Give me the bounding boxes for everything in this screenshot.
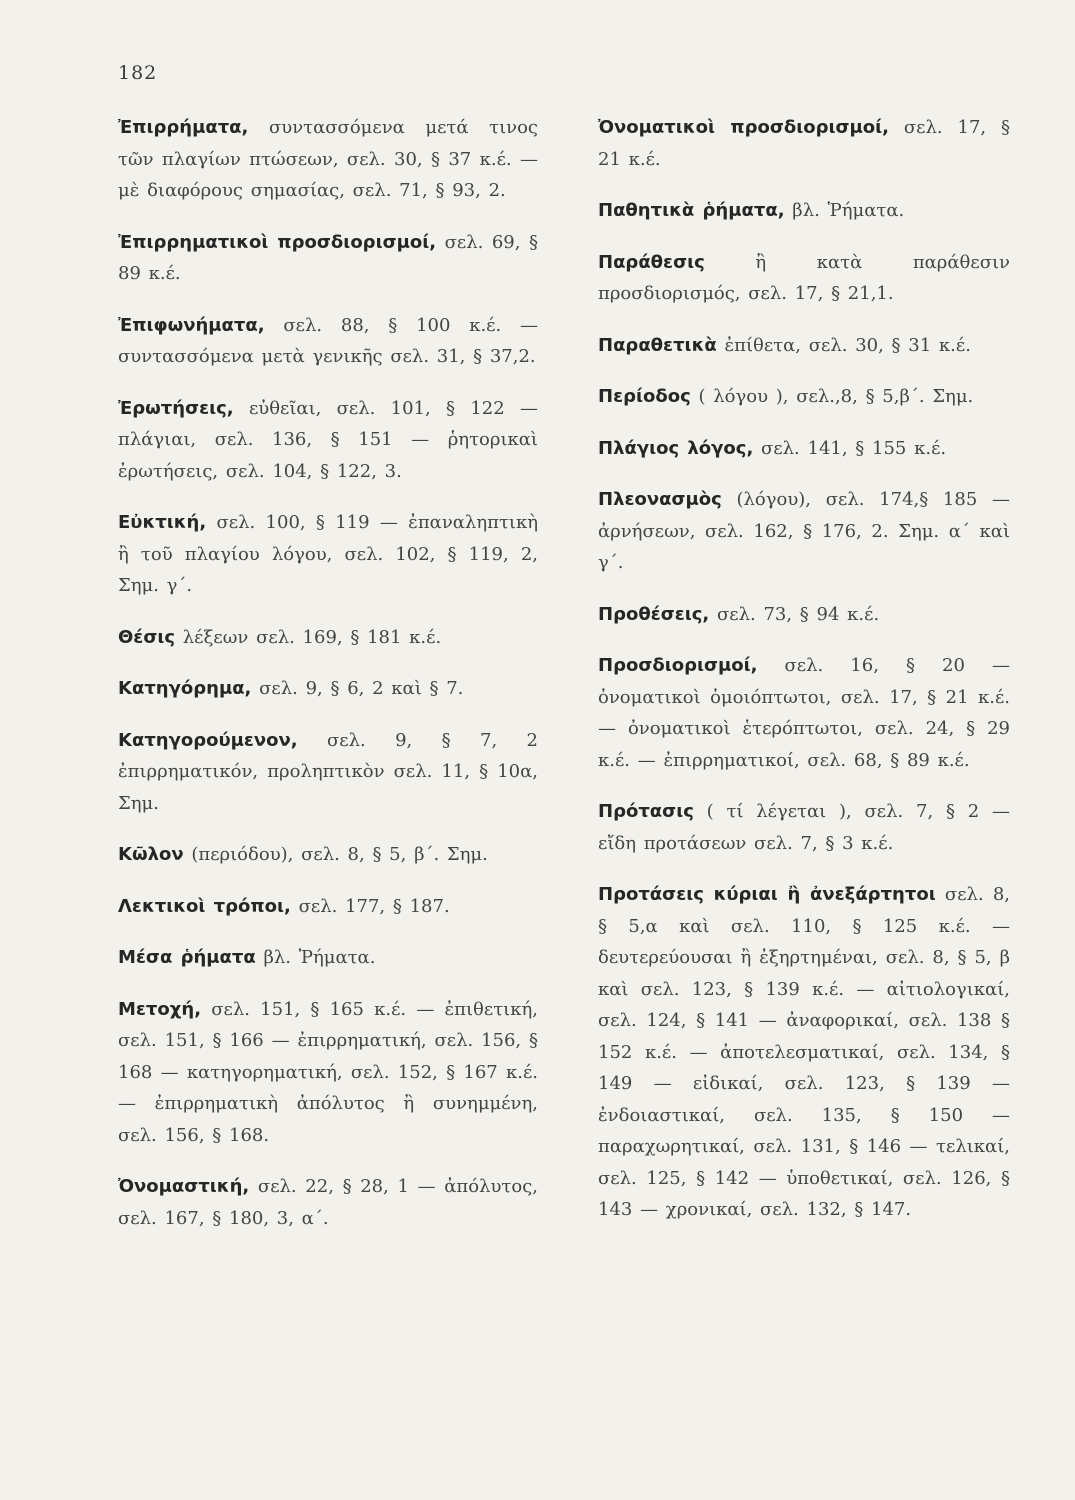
index-entry xyxy=(118,227,538,290)
entry-lemma: Παράθεσις xyxy=(598,251,705,273)
entry-lemma: Μετοχή, xyxy=(118,998,202,1020)
index-entry xyxy=(118,942,538,974)
entry-lemma: Προσδιορισμοί, xyxy=(598,655,758,676)
entry-text: σελ. 69, § 89 κ.έ. xyxy=(118,231,538,284)
index-entry xyxy=(598,247,1010,310)
entry-text: λέξεων σελ. 169, § 181 κ.έ. xyxy=(182,626,442,648)
index-entry xyxy=(118,673,538,705)
entry-text: ἐπίθετα, σελ. 30, § 31 κ.έ. xyxy=(724,334,971,356)
entry-text: σελ. 141, § 155 κ.έ. xyxy=(761,437,947,459)
page-number: 182 xyxy=(118,62,158,84)
entry-lemma: Προθέσεις, xyxy=(598,603,710,625)
entry-text: σελ. 177, § 187. xyxy=(298,895,450,917)
entry-lemma: Περίοδος xyxy=(598,386,691,407)
entry-text: ( τί λέγεται ), σελ. 7, § 2 — εἴδη προτάσεων σελ. 7, § 3 κ.έ. xyxy=(598,801,1010,854)
index-entry xyxy=(598,433,1010,465)
index-entry xyxy=(118,310,538,373)
index-entry xyxy=(118,839,538,871)
index-entry xyxy=(598,650,1010,776)
entry-text: ( λόγου ), σελ.,8, § 5,β΄. Σημ. xyxy=(698,386,974,407)
entry-lemma: Πλάγιος λόγος, xyxy=(598,437,754,459)
entry-lemma: Ἐρωτήσεις, xyxy=(118,397,234,419)
entry-lemma: Πλεονασμὸς xyxy=(598,489,722,510)
index-entry xyxy=(598,879,1010,1226)
entry-text: σελ. 151, § 165 κ.έ. — ἐπιθετική, σελ. 151, § 166 — ἐπιρρηματική, σελ. 156, § 168 — κατηγορηματική, σελ. 152, § 167 κ.έ. — ἐπιρρηματικὴ ἀπόλυτος ἢ συνημμένη, σελ. 156, § 168. xyxy=(118,998,538,1146)
index-entry xyxy=(118,725,538,820)
entry-text: σελ. 100, § 119 — ἐπαναληπτικὴ ἢ τοῦ πλαγίου λόγου, σελ. 102, § 119, 2, Σημ. γ΄. xyxy=(118,512,538,596)
entry-lemma: Παθητικὰ ῥήματα, xyxy=(598,200,785,221)
entry-lemma: Μέσα ῥήματα xyxy=(118,947,256,968)
index-column-left xyxy=(118,112,538,1234)
index-entry xyxy=(598,484,1010,579)
entry-text: ἢ κατὰ παράθεσιν προσδιορισμός, σελ. 17, § 21,1. xyxy=(598,251,1010,304)
index-entry xyxy=(598,381,1010,413)
index-entry xyxy=(598,112,1010,175)
entry-lemma: Εὐκτική, xyxy=(118,512,207,533)
entry-lemma: Πρότασις xyxy=(598,801,694,822)
entry-lemma: Ἐπιφωνήματα, xyxy=(118,314,265,336)
index-entry xyxy=(118,994,538,1152)
index-entry xyxy=(118,507,538,602)
entry-lemma: Παραθετικὰ xyxy=(598,334,717,356)
index-entry xyxy=(598,195,1010,227)
entry-text: (περιόδου), σελ. 8, § 5, β΄. Σημ. xyxy=(191,844,488,865)
index-entry xyxy=(598,796,1010,859)
entry-text: σελ. 9, § 6, 2 καὶ § 7. xyxy=(259,678,464,699)
entry-text: (λόγου), σελ. 174,§ 185 — ἀρνήσεων, σελ. 162, § 176, 2. Σημ. α΄ καὶ γ΄. xyxy=(598,489,1010,573)
entry-lemma: Ὀνομαστική, xyxy=(118,1176,250,1197)
entry-text: συντασσόμενα μετά τινος τῶν πλαγίων πτώσεων, σελ. 30, § 37 κ.έ. — μὲ διαφόρους σημασίας, σελ. 71, § 93, 2. xyxy=(118,117,538,201)
entry-text: σελ. 16, § 20 — ὀνοματικοὶ ὁμοιόπτωτοι, σελ. 17, § 21 κ.έ. — ὀνοματικοὶ ἑτερόπτωτοι, σελ. 24, § 29 κ.έ. — ἐπιρρηματικοί, σελ. 68, § 89 κ.έ. xyxy=(598,655,1010,771)
entry-lemma: Ὀνοματικοὶ προσδιορισμοί, xyxy=(598,117,890,138)
entry-text: σελ. 8, § 5,α καὶ σελ. 110, § 125 κ.έ. — δευτερεύουσαι ἢ ἐξηρτημέναι, σελ. 8, § 5, β καὶ σελ. 123, § 139 κ.έ. — αἰτιολογικαί, σελ. 124, § 141 — ἀναφορικαί, σελ. 138 § 152 κ.έ. — ἀποτελεσματικαί, σελ. 134, § 149 — εἰδικαί, σελ. 123, § 139 — ἐνδοιαστικαί, σελ. 135, § 150 — παραχωρητικαί, σελ. 131, § 146 — τελικαί, σελ. 125, § 142 — ὑποθετικαί, σελ. 126, § 143 — χρονικαί, σελ. 132, § 147. xyxy=(598,884,1010,1220)
index-entry xyxy=(118,1171,538,1234)
entry-lemma: Θέσις xyxy=(118,626,176,648)
entry-text: βλ. Ῥήματα. xyxy=(263,947,376,968)
entry-text: σελ. 22, § 28, 1 — ἀπόλυτος, σελ. 167, § 180, 3, α΄. xyxy=(118,1176,538,1229)
index-entry xyxy=(118,622,538,654)
index-entry xyxy=(598,330,1010,362)
entry-text: σελ. 9, § 7, 2 ἐπιρρηματικόν, προληπτικὸν σελ. 11, § 10α, Σημ. xyxy=(118,729,538,814)
entry-text: σελ. 88, § 100 κ.έ. — συντασσόμενα μετὰ γενικῆς σελ. 31, § 37,2. xyxy=(118,314,538,367)
entry-lemma: Λεκτικοὶ τρόποι, xyxy=(118,895,291,917)
entry-lemma: Προτάσεις κύριαι ἢ ἀνεξάρτητοι xyxy=(598,884,936,905)
index-entry xyxy=(118,891,538,923)
entry-text: σελ. 73, § 94 κ.έ. xyxy=(717,603,880,625)
entry-text: βλ. Ῥήματα. xyxy=(792,200,905,221)
entry-text: σελ. 17, § 21 κ.έ. xyxy=(598,117,1010,170)
entry-lemma: Κατηγόρημα, xyxy=(118,678,252,699)
entry-lemma: Ἐπιρρηματικοὶ προσδιορισμοί, xyxy=(118,231,437,253)
entry-lemma: Ἐπιρρήματα, xyxy=(118,117,249,138)
index-entry xyxy=(598,599,1010,631)
index-entry xyxy=(118,112,538,207)
index-column-right xyxy=(598,112,1010,1226)
entry-lemma: Κῶλον xyxy=(118,844,184,865)
entry-text: εὐθεῖαι, σελ. 101, § 122 — πλάγιαι, σελ. 136, § 151 — ῥητορικαὶ ἐρωτήσεις, σελ. 104, § 122, 3. xyxy=(118,397,538,482)
entry-lemma: Κατηγορούμενον, xyxy=(118,729,298,751)
index-entry xyxy=(118,393,538,488)
